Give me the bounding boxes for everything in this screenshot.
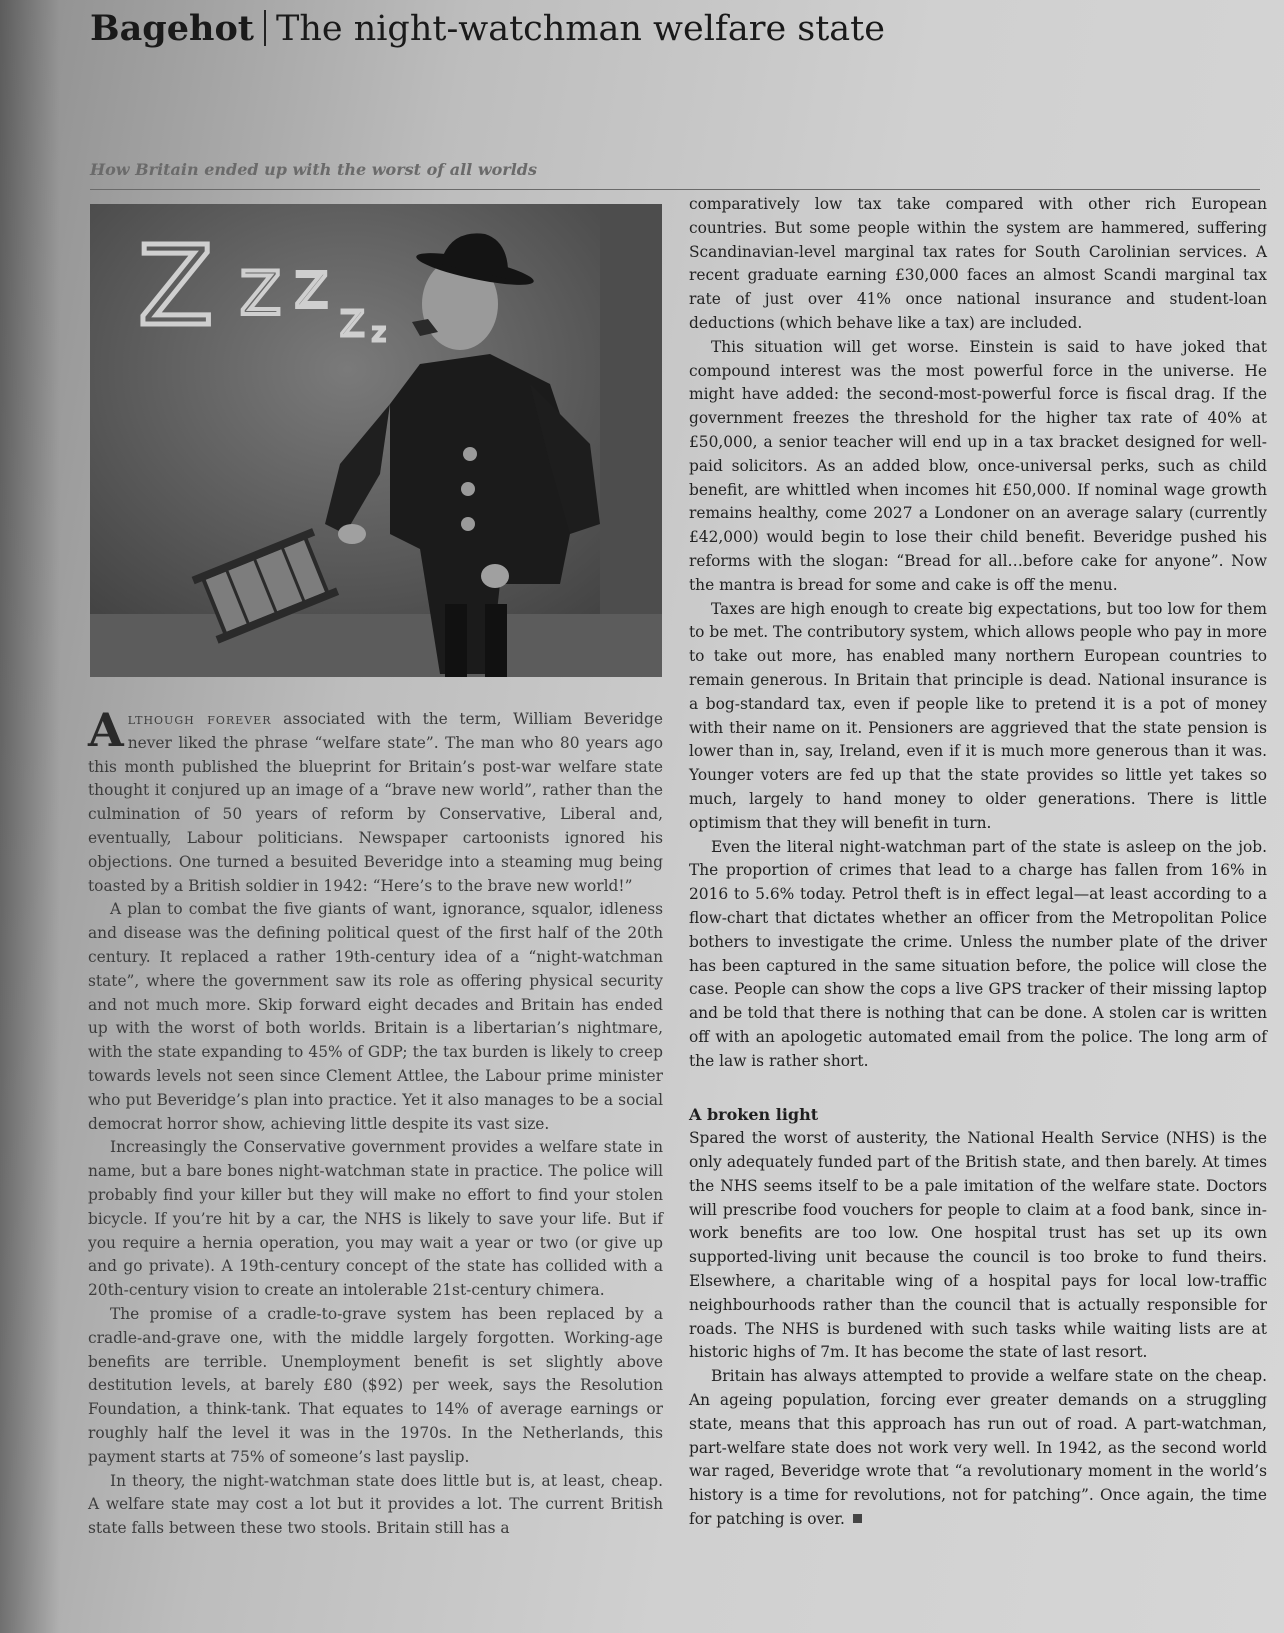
zzz-letter: z [372, 318, 386, 348]
section-name: Bagehot [90, 8, 254, 49]
zzz-letter: Z [295, 263, 328, 319]
zzz-letter: Z [138, 222, 214, 350]
body-paragraph: Increasingly the Conservative government provides a welfare state in name, but a bare bones night-watchman state in practice. The police will probably find your killer but they will make no effort to find your stolen bicycle. If you’re hit by a car, the NHS is likely to save your life. But if you require a hernia operation, you may wait a year or two (or give up and go private). A 19th-century concept of the state has collided with a 20th-century vision to create an intolerable 21st-century chimera. [88, 1138, 663, 1300]
article-header [90, 8, 885, 49]
zzz-letter: Z [340, 304, 365, 345]
body-paragraph: Even the literal night-watchman part of the state is asleep on the job. The proportion of crimes that lead to a charge has fallen from 16% in 2016 to 5.6% today. Petrol theft is in effect legal—at least according to a flow-chart that dictates whether an officer from the Metropolitan Police bothers to investigate the crime. Unless the number plate of the driver has been captured in the same situation before, the police will close the case. People can show the cops a live GPS tracker of their missing laptop and be told that there is nothing that can be done. A stolen car is written off with an apologetic automated email from the police. The long arm of the law is rather short. [689, 837, 1267, 1070]
zzz-letter: Z [240, 259, 282, 329]
lead-small-caps: lthough forever [127, 710, 272, 728]
article-title: The night-watchman welfare state [275, 9, 885, 49]
article-column-right [689, 193, 1267, 1532]
body-paragraph: The promise of a cradle-to-grave system has been replaced by a cradle-and-grave one, with the middle largely forgotten. Working-age benefits are terrible. Unemployment benefit is set slightly above destitution levels, at barely £80 ($92) per week, says the Resolution Foundation, a think-tank. That equates to 14% of average earnings or roughly half the level it was in the 1970s. In the Netherlands, this payment starts at 75% of someone’s last payslip. [88, 1304, 663, 1466]
header-separator [264, 10, 266, 46]
closing-text: Britain has always attempted to provide a welfare state on the cheap. An ageing population, forcing ever greater demands on a struggling state, means that this approach has run out of road. A part-watchman, part-welfare state does not work very well. In 1942, as the second world war raged, Beveridge wrote that “a revolutionary moment in the world’s history is a time for revolutions, not for patching”. Once again, the time for patching is over. [689, 1367, 1267, 1529]
lead-paragraph [88, 703, 663, 898]
body-paragraph: A plan to combat the five giants of want, ignorance, squalor, idleness and disease was the defining political quest of the first half of the 20th century. It replaced a rather 19th-century idea of a “night-watchman state”, where the government saw its role as offering physical security and not much more. Skip forward eight decades and Britain has ended up with the worst of both worlds. Britain is a libertarian’s nightmare, with the state expanding to 45% of GDP; the tax burden is likely to creep towards levels not seen since Clement Attlee, the Labour prime minister who put Beveridge’s plan into practice. Yet it also manages to be a social democrat horror show, achieving little despite its vast size. [88, 900, 663, 1133]
header-rule [90, 189, 1260, 190]
lead-text: associated with the term, William Beveridge never liked the phrase “welfare state”. The man who 80 years ago this month published the blueprint for Britain’s post-war welfare state thought it conjured up an image of a “brave new world”, rather than the culmination of 50 years of reform by Conservative, Liberal and, eventually, Labour politicians. Newspaper cartoonists ignored his objections. One turned a besuited Beveridge into a steaming mug being toasted by a British soldier in 1942: “Here’s to the brave new world!” [88, 710, 663, 895]
sleeping-watchman-illustration [90, 204, 662, 677]
body-paragraph: Spared the worst of austerity, the National Health Service (NHS) is the only adequately funded part of the British state, and then barely. At times the NHS seems itself to be a pale imitation of the welfare state. Doctors will prescribe food vouchers for people to claim at a food bank, since in-work benefits are too low. One hospital trust has set up its own supported-living unit because the council is too broke to fund theirs. Elsewhere, a charitable wing of a hospital pays for local low-traffic neighbourhoods rather than the council that is actually responsible for roads. The NHS is burdened with such tasks while waiting lists are at historic highs of 7m. It has become the state of last resort. [689, 1129, 1267, 1362]
article-illustration [90, 204, 662, 677]
drop-cap: A [88, 703, 124, 757]
end-of-article-mark [853, 1514, 862, 1523]
body-paragraph: comparatively low tax take compared with other rich European countries. But some people within the system are hammered, suffering Scandinavian-level marginal tax rates for South Carolinian services. A recent graduate earning £30,000 faces an almost Scandi marginal tax rate of just over 41% once national insurance and student-loan deductions (which behave like a tax) are included. [689, 195, 1267, 332]
article-subtitle: How Britain ended up with the worst of all worlds [90, 160, 537, 179]
crosshead: A broken light [689, 1105, 819, 1125]
body-paragraph: In theory, the night-watchman state does little but is, at least, cheap. A welfare state may cost a lot but it provides a lot. The current British state falls between these two stools. Britain still has a [88, 1471, 663, 1538]
closing-paragraph [689, 1365, 1267, 1532]
body-paragraph: Taxes are high enough to create big expectations, but too low for them to be met. The contributory system, which allows people who pay in more to take out more, has enabled many northern European countries to remain generous. In Britain that principle is dead. National insurance is a bog-standard tax, even if people like to pretend it is a pot of money with their name on it. Pensioners are aggrieved that the state pension is lower than in, say, Ireland, even if it is much more generous than it was. Younger voters are fed up that the state provides so little yet takes so much, largely to hand money to older generations. There is little optimism that they will benefit in turn. [689, 599, 1267, 832]
body-paragraph: This situation will get worse. Einstein is said to have joked that compound interest was the most powerful force in the universe. He might have added: the second-most-powerful force is fiscal drag. If the government freezes the threshold for the higher tax rate of 40% at £50,000, a senior teacher will end up in a tax bracket designed for well-paid solicitors. As an added blow, once-universal perks, such as child benefit, are whittled when incomes hit £50,000. If nominal wage growth remains healthy, come 2027 a Londoner on an average salary (currently £42,000) would begin to lose their child benefit. Beveridge pushed his reforms with the slogan: “Bread for all…before cake for anyone”. Now the mantra is bread for some and cake is off the menu. [689, 337, 1267, 594]
page-gutter-shadow [0, 0, 60, 1633]
article-column-left [88, 703, 663, 1541]
